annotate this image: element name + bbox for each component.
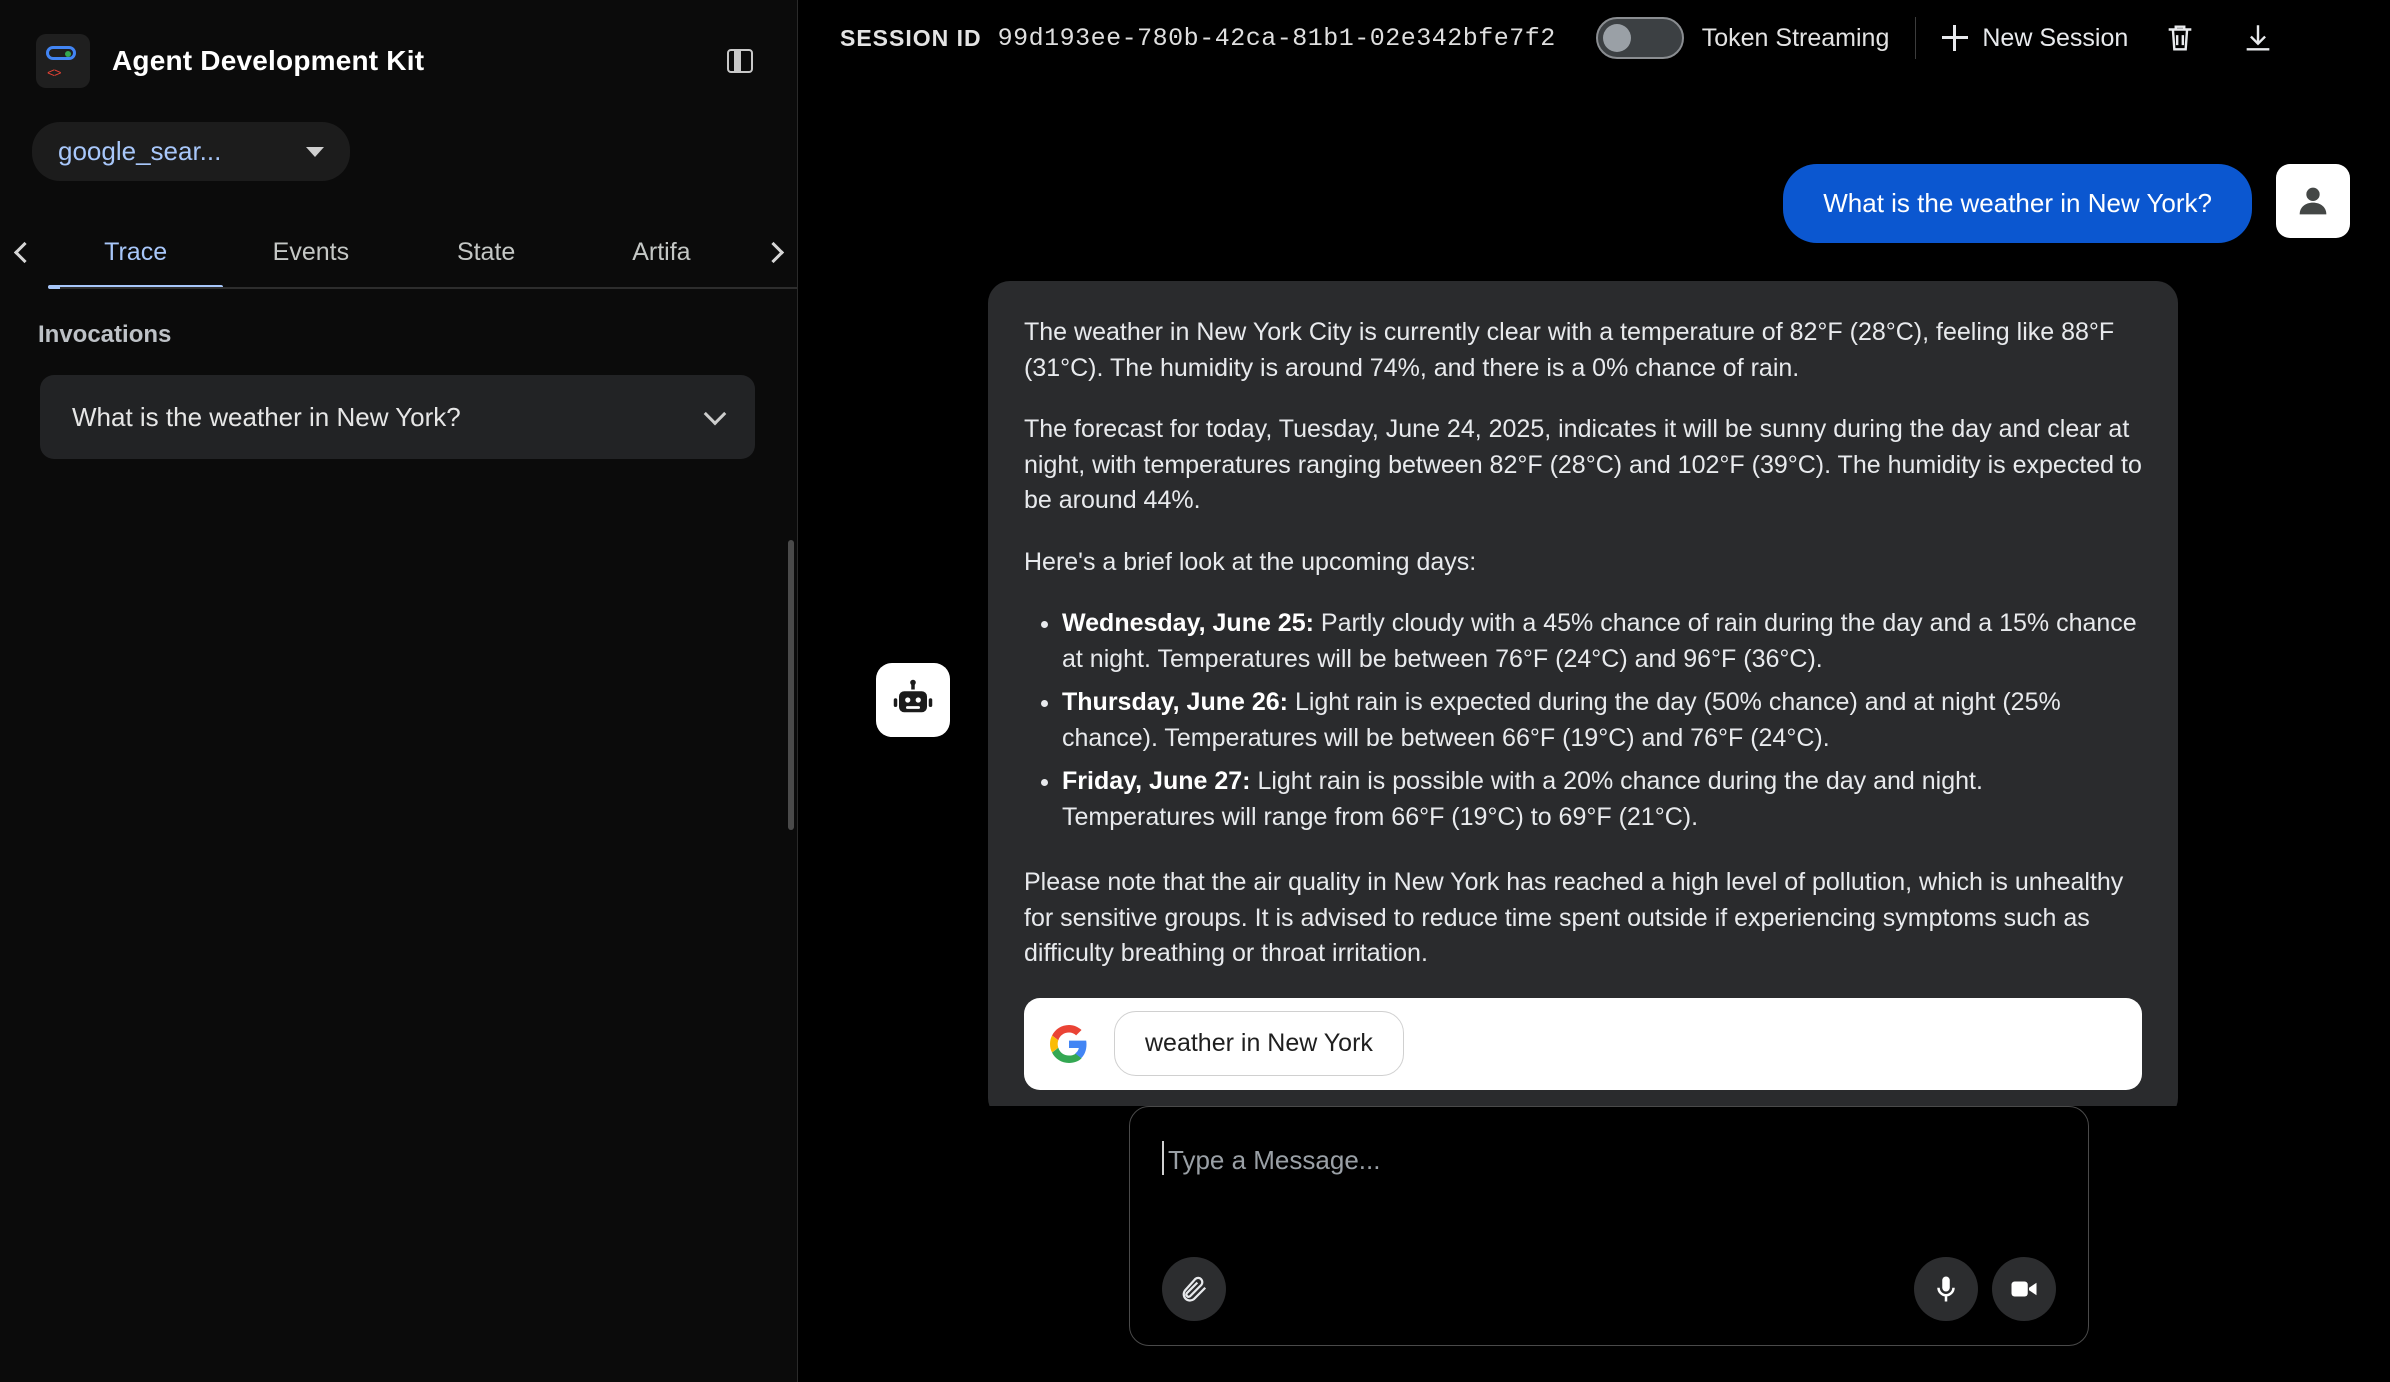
list-item[interactable] xyxy=(40,375,755,459)
new-session-button[interactable] xyxy=(1942,24,2128,53)
tab-label: Events xyxy=(272,237,350,266)
video-camera-icon[interactable] xyxy=(1992,1257,2056,1321)
tab-events[interactable] xyxy=(223,215,398,289)
list-item xyxy=(1062,764,2142,835)
sidebar-scrollbar[interactable] xyxy=(788,540,794,830)
tab-state[interactable] xyxy=(399,215,574,289)
composer-wrap xyxy=(798,1106,2390,1382)
tab-label: Artifa xyxy=(632,237,691,266)
assistant-closing-paragraph: Please note that the air quality in New York has reached a high level of pollution, which is unhealthy for sensitive groups. It is advised to reduce time spent outside if experiencing symptoms such as difficulty breathing or throat irritation. xyxy=(1024,868,2124,967)
chevron-down-icon xyxy=(306,147,324,157)
assistant-paragraph: Here's a brief look at the upcoming days: xyxy=(1024,547,1477,576)
toggle-switch[interactable] xyxy=(1596,17,1684,59)
chevron-down-icon xyxy=(704,403,727,426)
token-streaming-toggle[interactable] xyxy=(1596,17,1890,59)
top-toolbar xyxy=(798,0,2390,76)
message-input[interactable]: Type a Message... xyxy=(1162,1145,2056,1176)
download-icon[interactable] xyxy=(2232,12,2284,64)
forecast-list xyxy=(1024,606,2142,835)
tab-label: Trace xyxy=(104,237,168,266)
assistant-message-bubble xyxy=(988,281,2178,1106)
chat-transcript xyxy=(798,76,2390,1106)
tabs-divider xyxy=(60,287,797,289)
sidebar-header xyxy=(0,0,797,96)
adk-logo-icon: <> xyxy=(36,34,90,88)
assistant-avatar-wrap xyxy=(838,663,988,737)
tab-trace[interactable] xyxy=(48,215,223,289)
robot-icon xyxy=(876,663,950,737)
chevron-right-icon[interactable] xyxy=(749,245,797,260)
tab-artifacts[interactable] xyxy=(574,215,749,289)
forecast-day: Friday, June 27: xyxy=(1062,767,1251,795)
collapse-sidebar-icon[interactable] xyxy=(719,40,761,82)
message-composer[interactable] xyxy=(1129,1106,2089,1346)
main-panel xyxy=(798,0,2390,1382)
agent-selector-value: google_sear... xyxy=(58,136,222,166)
trash-icon[interactable] xyxy=(2154,12,2206,64)
paperclip-icon[interactable] xyxy=(1162,1257,1226,1321)
list-item xyxy=(1062,606,2142,677)
google-g-icon xyxy=(1050,1025,1088,1063)
plus-icon xyxy=(1942,25,1968,51)
assistant-paragraph: The weather in New York City is currently clear with a temperature of 82°F (28°C), feeling like 88°F (31°C). The humidity is around 74%, and there is a 0% chance of rain. xyxy=(1024,318,2115,382)
user-avatar-icon xyxy=(2276,164,2350,238)
session-id-label: SESSION ID xyxy=(840,24,982,51)
page-title: Agent Development Kit xyxy=(112,45,425,76)
session-id-value: 99d193ee-780b-42ca-81b1-02e342bfe7f2 xyxy=(997,23,1556,53)
token-streaming-label: Token Streaming xyxy=(1701,23,1890,52)
search-query-chip[interactable]: weather in New York xyxy=(1114,1011,1404,1077)
assistant-paragraph: The forecast for today, Tuesday, June 24, 2025, indicates it will be sunny during the day and clear at night, with temperatures ranging between 82°F (28°C) and 102°F (39°C). The humidity is expected to be around 44%. xyxy=(1024,415,2142,514)
user-message-row xyxy=(838,164,2350,243)
invocation-label: What is the weather in New York? xyxy=(72,401,461,432)
forecast-text: Light rain is expected during the day (50% chance) and at night (25% chance). Temperatures will be between 66°F (19°C) and 76°F (24°C). xyxy=(1062,688,2061,752)
sidebar-tabs xyxy=(0,215,797,289)
microphone-icon[interactable] xyxy=(1914,1257,1978,1321)
toolbar-divider xyxy=(1915,17,1916,59)
new-session-label: New Session xyxy=(1982,23,2129,52)
composer-actions xyxy=(1162,1257,2056,1321)
tab-label: State xyxy=(456,237,516,266)
assistant-message-row xyxy=(838,281,2350,1106)
user-message-bubble: What is the weather in New York? xyxy=(1783,164,2252,243)
forecast-day: Wednesday, June 25: xyxy=(1062,609,1314,637)
invocations-heading: Invocations xyxy=(38,321,172,348)
forecast-day: Thursday, June 26: xyxy=(1062,688,1288,716)
list-item xyxy=(1062,685,2142,756)
forecast-text: Light rain is possible with a 20% chance during the day and night. Temperatures will range from 66°F (19°C) to 69°F (21°C). xyxy=(1062,767,1983,831)
sidebar xyxy=(0,0,798,1382)
chevron-left-icon[interactable] xyxy=(0,245,48,260)
forecast-text: Partly cloudy with a 45% chance of rain during the day and a 15% chance at night. Temperatures will be between 76°F (24°C) and 96°F (36°C). xyxy=(1062,609,2137,673)
grounding-search-chip[interactable] xyxy=(1024,998,2142,1090)
agent-selector[interactable] xyxy=(32,122,350,181)
